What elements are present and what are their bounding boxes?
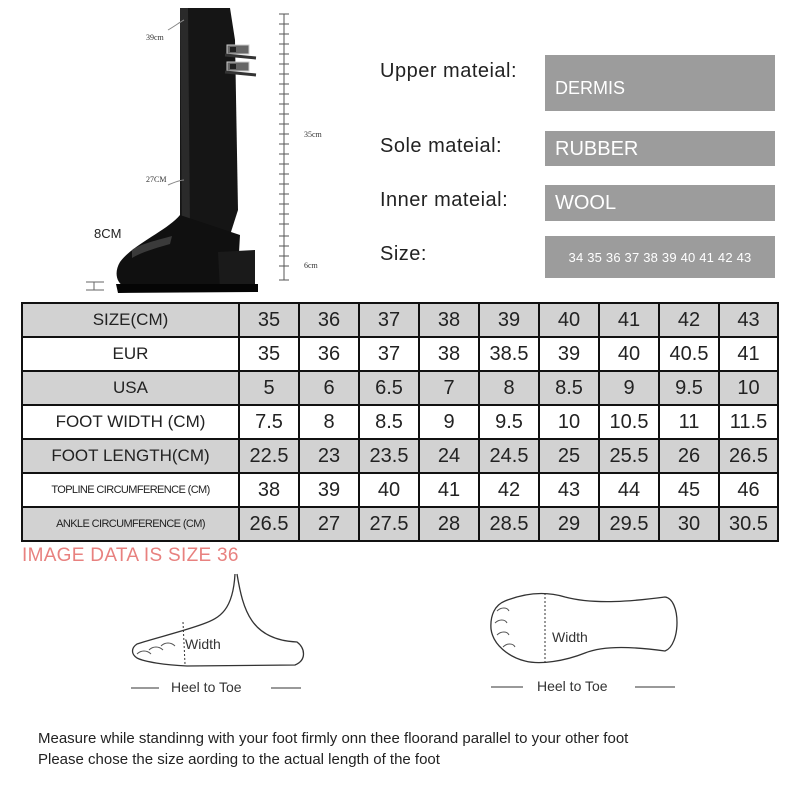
table-row-label: FOOT WIDTH (CM) <box>22 405 239 439</box>
table-cell: 23.5 <box>359 439 419 473</box>
size-chart-table <box>21 302 779 542</box>
table-cell: 39 <box>539 337 599 371</box>
table-cell: 26 <box>659 439 719 473</box>
table-cell: 28.5 <box>479 507 539 541</box>
table-cell: 38 <box>419 337 479 371</box>
inner-material-label: Inner mateial: <box>380 189 509 211</box>
table-cell: 27.5 <box>359 507 419 541</box>
table-cell: 10 <box>539 405 599 439</box>
table-cell: 38.5 <box>479 337 539 371</box>
table-cell: 9.5 <box>659 371 719 405</box>
table-cell: 8.5 <box>359 405 419 439</box>
table-cell: 25.5 <box>599 439 659 473</box>
table-cell: 37 <box>359 303 419 337</box>
table-cell: 9 <box>419 405 479 439</box>
table-row-label: USA <box>22 371 239 405</box>
table-cell: 42 <box>659 303 719 337</box>
table-cell: 22.5 <box>239 439 299 473</box>
table-cell: 40 <box>359 473 419 507</box>
table-row-label: ANKLE CIRCUMFERENCE (CM) <box>22 507 239 541</box>
table-cell: 10 <box>719 371 778 405</box>
table-row-label: TOPLINE CIRCUMFERENCE (CM) <box>22 473 239 507</box>
table-row <box>22 303 778 337</box>
measure-instruction: Measure while standinng with your foot firmly onn thee floorand parallel to your other foot <box>38 730 629 747</box>
table-cell: 42 <box>479 473 539 507</box>
table-cell: 40 <box>539 303 599 337</box>
table-cell: 41 <box>719 337 778 371</box>
table-cell: 26.5 <box>719 439 778 473</box>
table-row-label: FOOT LENGTH(CM) <box>22 439 239 473</box>
size-instruction: Please chose the size aording to the actual length of the foot <box>38 751 440 768</box>
inner-material-value: WOOL <box>555 192 617 214</box>
image-data-note: IMAGE DATA IS SIZE 36 <box>22 545 239 566</box>
table-cell: 41 <box>599 303 659 337</box>
inner-material-value-box <box>545 185 775 221</box>
boot-image <box>80 0 340 300</box>
foot-side-diagram <box>125 570 315 700</box>
calf-circumference-label: 27CM <box>146 175 167 184</box>
table-cell: 25 <box>539 439 599 473</box>
table-cell: 39 <box>479 303 539 337</box>
top-length-label: Heel to Toe <box>537 678 608 694</box>
table-cell: 41 <box>419 473 479 507</box>
table-cell: 24 <box>419 439 479 473</box>
table-row <box>22 507 778 541</box>
boot-illustration <box>80 0 340 300</box>
table-cell: 29 <box>539 507 599 541</box>
table-cell: 36 <box>299 337 359 371</box>
table-cell: 38 <box>239 473 299 507</box>
table-row <box>22 371 778 405</box>
table-cell: 7.5 <box>239 405 299 439</box>
table-cell: 28 <box>419 507 479 541</box>
table-cell: 44 <box>599 473 659 507</box>
table-cell: 6 <box>299 371 359 405</box>
upper-material-value-box <box>545 55 775 111</box>
table-cell: 43 <box>539 473 599 507</box>
table-cell: 23 <box>299 439 359 473</box>
table-cell: 40.5 <box>659 337 719 371</box>
table-cell: 10.5 <box>599 405 659 439</box>
sole-material-value-box <box>545 131 775 166</box>
table-cell: 39 <box>299 473 359 507</box>
table-row <box>22 405 778 439</box>
table-cell: 37 <box>359 337 419 371</box>
heel-height-small-label: 6cm <box>304 261 318 270</box>
table-cell: 45 <box>659 473 719 507</box>
sole-material-value: RUBBER <box>555 138 639 160</box>
table-cell: 36 <box>299 303 359 337</box>
heel-height-label: 8CM <box>94 226 122 241</box>
table-cell: 11 <box>659 405 719 439</box>
size-range-value: 34 35 36 37 38 39 40 41 42 43 <box>568 249 752 265</box>
table-cell: 8.5 <box>539 371 599 405</box>
table-row <box>22 473 778 507</box>
table-cell: 6.5 <box>359 371 419 405</box>
table-cell: 30.5 <box>719 507 778 541</box>
table-cell: 24.5 <box>479 439 539 473</box>
table-cell: 29.5 <box>599 507 659 541</box>
table-row-label: EUR <box>22 337 239 371</box>
table-cell: 8 <box>479 371 539 405</box>
table-cell: 46 <box>719 473 778 507</box>
table-cell: 35 <box>239 337 299 371</box>
upper-material-value: DERMIS <box>555 78 626 98</box>
table-cell: 27 <box>299 507 359 541</box>
table-cell: 9.5 <box>479 405 539 439</box>
foot-top-diagram <box>485 585 685 700</box>
table-cell: 5 <box>239 371 299 405</box>
table-cell: 9 <box>599 371 659 405</box>
table-cell: 30 <box>659 507 719 541</box>
table-cell: 40 <box>599 337 659 371</box>
table-cell: 35 <box>239 303 299 337</box>
side-length-label: Heel to Toe <box>171 679 242 695</box>
table-cell: 11.5 <box>719 405 778 439</box>
table-row-label: SIZE(CM) <box>22 303 239 337</box>
sole-material-label: Sole mateial: <box>380 135 503 157</box>
size-range-box <box>545 236 775 278</box>
shaft-height-label: 35cm <box>304 130 322 139</box>
table-row <box>22 337 778 371</box>
side-width-label: Width <box>185 636 221 652</box>
top-width-label: Width <box>552 629 588 645</box>
table-row <box>22 439 778 473</box>
table-cell: 7 <box>419 371 479 405</box>
size-label: Size: <box>380 243 427 265</box>
upper-material-label: Upper mateial: <box>380 60 518 82</box>
table-cell: 43 <box>719 303 778 337</box>
shaft-circumference-label: 39cm <box>146 33 164 42</box>
table-cell: 38 <box>419 303 479 337</box>
table-cell: 8 <box>299 405 359 439</box>
table-cell: 26.5 <box>239 507 299 541</box>
